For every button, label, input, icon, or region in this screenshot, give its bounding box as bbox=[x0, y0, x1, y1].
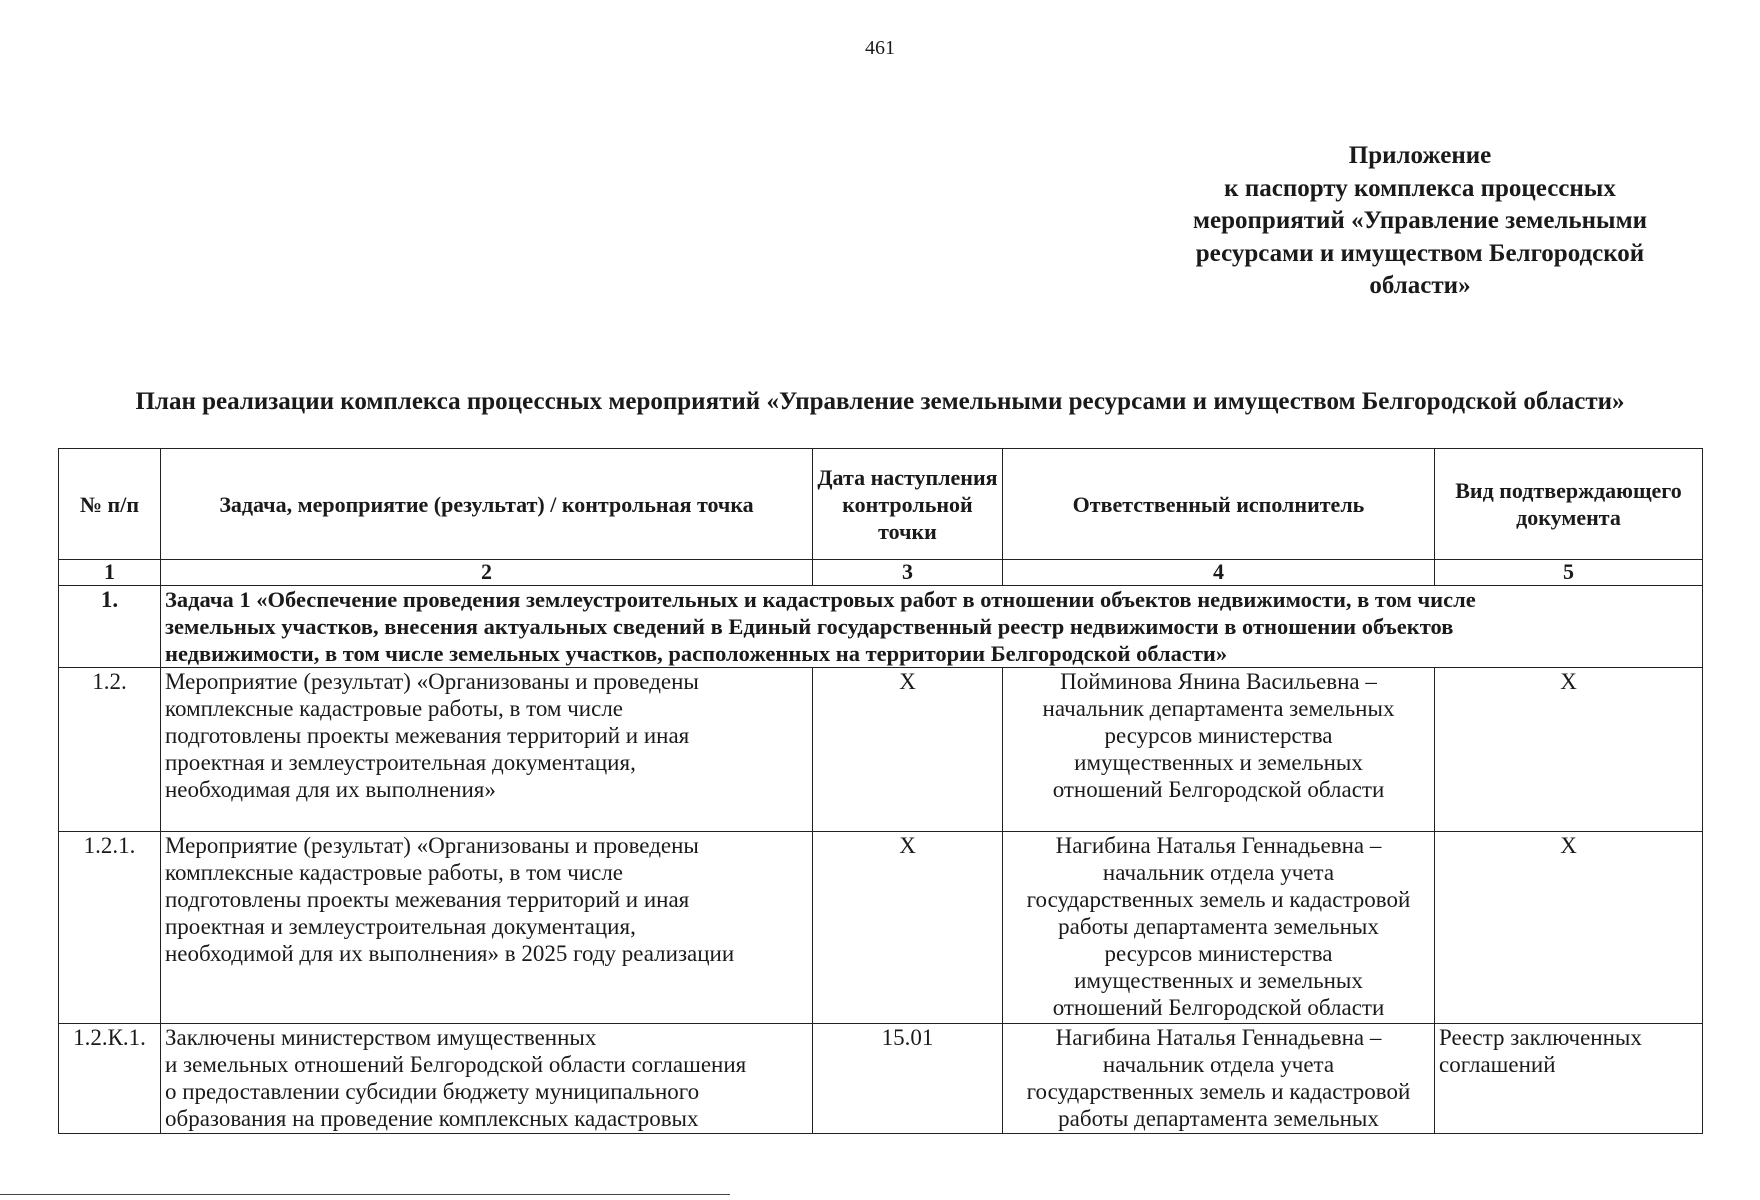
document-line: Реестр заключенных bbox=[1439, 1025, 1642, 1050]
executor-line: работы департамента земельных bbox=[1058, 914, 1379, 939]
page-number: 461 bbox=[865, 37, 895, 59]
appendix-heading bbox=[1150, 140, 1690, 303]
activity-line: Мероприятие (результат) «Организованы и проведены bbox=[165, 669, 699, 694]
task-row bbox=[59, 586, 1703, 668]
executor-line: Пойминова Янина Васильевна – bbox=[1060, 669, 1377, 694]
executor-line: имущественных и земельных bbox=[1074, 968, 1363, 993]
implementation-plan-table bbox=[58, 448, 1703, 1134]
header-document: Вид подтверждающего документа bbox=[1435, 449, 1703, 560]
row-date: Х bbox=[813, 668, 1003, 832]
column-number: 3 bbox=[813, 560, 1003, 586]
activity-line: проектная и землеустроительная документация, bbox=[165, 914, 636, 939]
task-line: земельных участков, внесения актуальных сведений в Единый государственный реестр недвижимости в отношении объектов bbox=[165, 614, 1454, 639]
executor-line: отношений Белгородской области bbox=[1052, 777, 1385, 802]
activity-line: комплексные кадастровые работы, в том числе bbox=[165, 860, 624, 885]
header-task: Задача, мероприятие (результат) / контрольная точка bbox=[161, 449, 813, 560]
executor-line: Нагибина Наталья Геннадьевна – bbox=[1055, 833, 1382, 858]
footer-rule bbox=[0, 1194, 730, 1195]
task-line: Задача 1 «Обеспечение проведения землеустроительных и кадастровых работ в отношении объектов недвижимости, в том числе bbox=[165, 587, 1476, 612]
row-number: 1.2.К.1. bbox=[59, 1024, 161, 1134]
column-number: 2 bbox=[161, 560, 813, 586]
appendix-line: мероприятий «Управление земельными bbox=[1192, 207, 1648, 234]
executor-line: отношений Белгородской области bbox=[1052, 995, 1385, 1020]
row-number: 1.2.1. bbox=[59, 832, 161, 1024]
activity-line: Мероприятие (результат) «Организованы и проведены bbox=[165, 833, 699, 858]
task-description bbox=[161, 586, 1703, 668]
executor-line: имущественных и земельных bbox=[1074, 750, 1363, 775]
column-numbers-row bbox=[59, 560, 1703, 586]
activity-line: подготовлены проекты межевания территорий и иная bbox=[165, 887, 690, 912]
header-executor: Ответственный исполнитель bbox=[1003, 449, 1435, 560]
plan-title: План реализации комплекса процессных мероприятий «Управление земельными ресурсами и имуществом Белгородской области» bbox=[135, 388, 1625, 415]
row-executor bbox=[1003, 832, 1435, 1024]
row-date: 15.01 bbox=[813, 1024, 1003, 1134]
activity-line: подготовлены проекты межевания территорий и иная bbox=[165, 723, 690, 748]
activity-line: проектная и землеустроительная документация, bbox=[165, 750, 636, 775]
column-number: 4 bbox=[1003, 560, 1435, 586]
appendix-line: ресурсами и имуществом Белгородской bbox=[1195, 239, 1645, 267]
row-document bbox=[1435, 1024, 1703, 1134]
executor-line: работы департамента земельных bbox=[1058, 1106, 1379, 1131]
appendix-line: к паспорту комплекса процессных bbox=[1224, 174, 1616, 202]
executor-line: ресурсов министерства bbox=[1104, 941, 1333, 966]
row-document bbox=[1435, 668, 1703, 832]
executor-line: начальник отдела учета bbox=[1102, 1052, 1335, 1077]
row-executor bbox=[1003, 1024, 1435, 1134]
document-line: Х bbox=[1560, 833, 1577, 858]
table-row bbox=[59, 832, 1703, 1024]
row-document bbox=[1435, 832, 1703, 1024]
appendix-line: Приложение bbox=[1348, 142, 1492, 169]
row-activity bbox=[161, 668, 813, 832]
task-line: недвижимости, в том числе земельных участков, расположенных на территории Белгородской области» bbox=[165, 641, 1228, 666]
executor-line: начальник отдела учета bbox=[1102, 860, 1335, 885]
appendix-line: области» bbox=[1369, 272, 1471, 299]
activity-line: образования на проведение комплексных кадастровых bbox=[165, 1106, 699, 1131]
activity-line: Заключены министерством имущественных bbox=[165, 1025, 597, 1050]
document-line: Х bbox=[1560, 669, 1577, 694]
row-executor bbox=[1003, 668, 1435, 832]
executor-line: ресурсов министерства bbox=[1104, 723, 1333, 748]
executor-line: начальник департамента земельных bbox=[1042, 696, 1395, 721]
header-date: Дата наступления контрольной точки bbox=[813, 449, 1003, 560]
row-number: 1.2. bbox=[59, 668, 161, 832]
row-activity bbox=[161, 1024, 813, 1134]
document-line: соглашений bbox=[1439, 1052, 1556, 1077]
task-number: 1. bbox=[59, 586, 161, 668]
activity-line: и земельных отношений Белгородской области соглашения bbox=[165, 1052, 747, 1077]
header-number: № п/п bbox=[59, 449, 161, 560]
table-row bbox=[59, 668, 1703, 832]
table-row bbox=[59, 1024, 1703, 1134]
column-number: 5 bbox=[1435, 560, 1703, 586]
activity-line: о предоставлении субсидии бюджету муниципального bbox=[165, 1079, 700, 1104]
row-date: Х bbox=[813, 832, 1003, 1024]
executor-line: государственных земель и кадастровой bbox=[1026, 1079, 1411, 1104]
activity-line: комплексные кадастровые работы, в том числе bbox=[165, 696, 624, 721]
table-header-row bbox=[59, 449, 1703, 560]
row-activity bbox=[161, 832, 813, 1024]
activity-line: необходимой для их выполнения» в 2025 году реализации bbox=[165, 941, 735, 966]
column-number: 1 bbox=[59, 560, 161, 586]
executor-line: Нагибина Наталья Геннадьевна – bbox=[1055, 1025, 1382, 1050]
activity-line: необходимая для их выполнения» bbox=[165, 777, 496, 802]
executor-line: государственных земель и кадастровой bbox=[1026, 887, 1411, 912]
